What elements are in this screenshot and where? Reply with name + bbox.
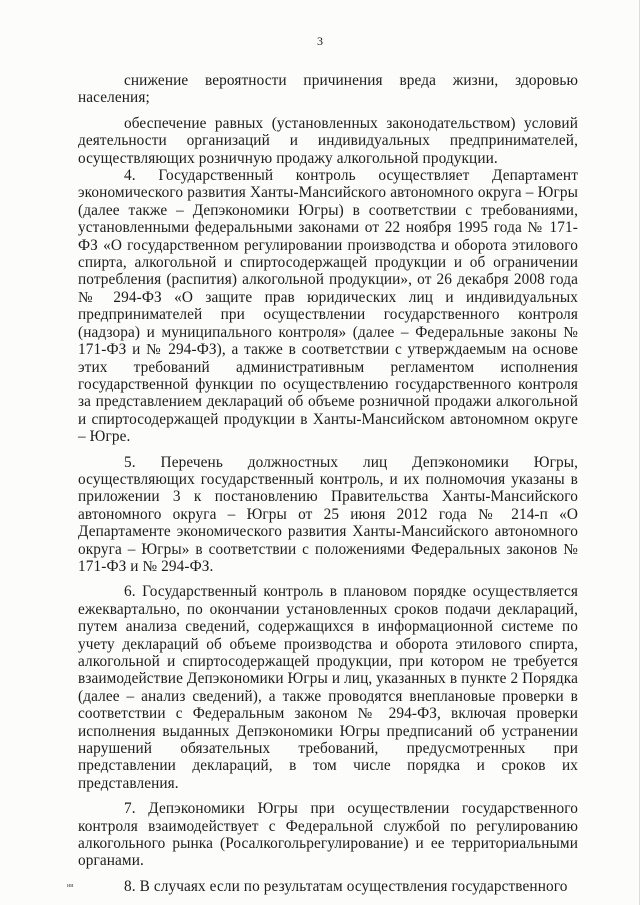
paragraph-item-4: 4. Государственный контроль осуществляет Департамент экономического развития Ханты-Мансийского автономного округа – Югры (далее также – Депэкономики Югры) в соответствии с требованиями, установленными федеральными законами от 22 ноября 1995 года № 171-ФЗ «О государственном регулировании производства и оборота этилового спирта, алкогольной и спиртосодержащей продукции и об ограничении потребления (распития) алкогольной продукции», от 26 декабря 2008 года № 294-ФЗ «О защите прав юридических лиц и индивидуальных предпринимателей при осуществлении государственного контроля (надзора) и муниципального контроля» (далее – Федеральные законы № 171-ФЗ и № 294-ФЗ), а также в соответствии с утверждаемым на основе этих требований административным регламентом исполнения государственной функции по осуществлению государственного контроля за представлением деклараций об объеме розничной продажи алкогольной и спиртосодержащей продукции в Ханты-Мансийском автономном округе – Югре.	[78, 167, 578, 446]
document-body	[78, 72, 578, 895]
paragraph-item-5: 5. Перечень должностных лиц Депэкономики Югры, осуществляющих государственный контроль, и их полномочия указаны в приложении 3 к постановлению Правительства Ханты-Мансийского автономного округа – Югры от 25 июня 2012 года № 214-п «О Департаменте экономического развития Ханты-Мансийского автономного округа – Югры» в соответствии с положениями Федеральных законов № 171-ФЗ и № 294-ФЗ.	[78, 453, 578, 575]
paragraph-1: снижение вероятности причинения вреда жизни, здоровью населения;	[78, 72, 578, 107]
paragraph-item-7: 7. Депэкономики Югры при осуществлении государственного контроля взаимодействует с Федеральной службой по регулированию алкогольного рынка (Росалкогольрегулирование) и ее территориальными органами.	[78, 800, 578, 870]
paragraph-item-8: 8. В случаях если по результатам осуществления государственного	[124, 877, 568, 895]
paragraph-item-6: 6. Государственный контроль в плановом порядке осуществляется ежеквартально, по окончании установленных сроков подачи деклараций, путем анализа сведений, содержащихся в информационной системе по учету деклараций об объеме производства и оборота этилового спирта, алкогольной и спиртосодержащей продукции, при котором не требуется взаимодействие Депэкономики Югры и лиц, указанных в пункте 2 Порядка (далее – анализ сведений), а также проводятся внеплановые проверки в соответствии с Федеральным законом № 294-ФЗ, включая проверки исполнения выданных Депэкономики Югры предписаний об устранении нарушений обязательных требований, предусмотренных при представлении деклараций, в том числе порядка и сроков их представления.	[78, 583, 578, 792]
footer-mark: ии	[67, 883, 74, 889]
page-number: 3	[317, 34, 323, 48]
paragraph-2: обеспечение равных (установленных законодательством) условий деятельности организаций и индивидуальных предпринимателей, осуществляющих розничную продажу алкогольной продукции.	[78, 114, 578, 167]
